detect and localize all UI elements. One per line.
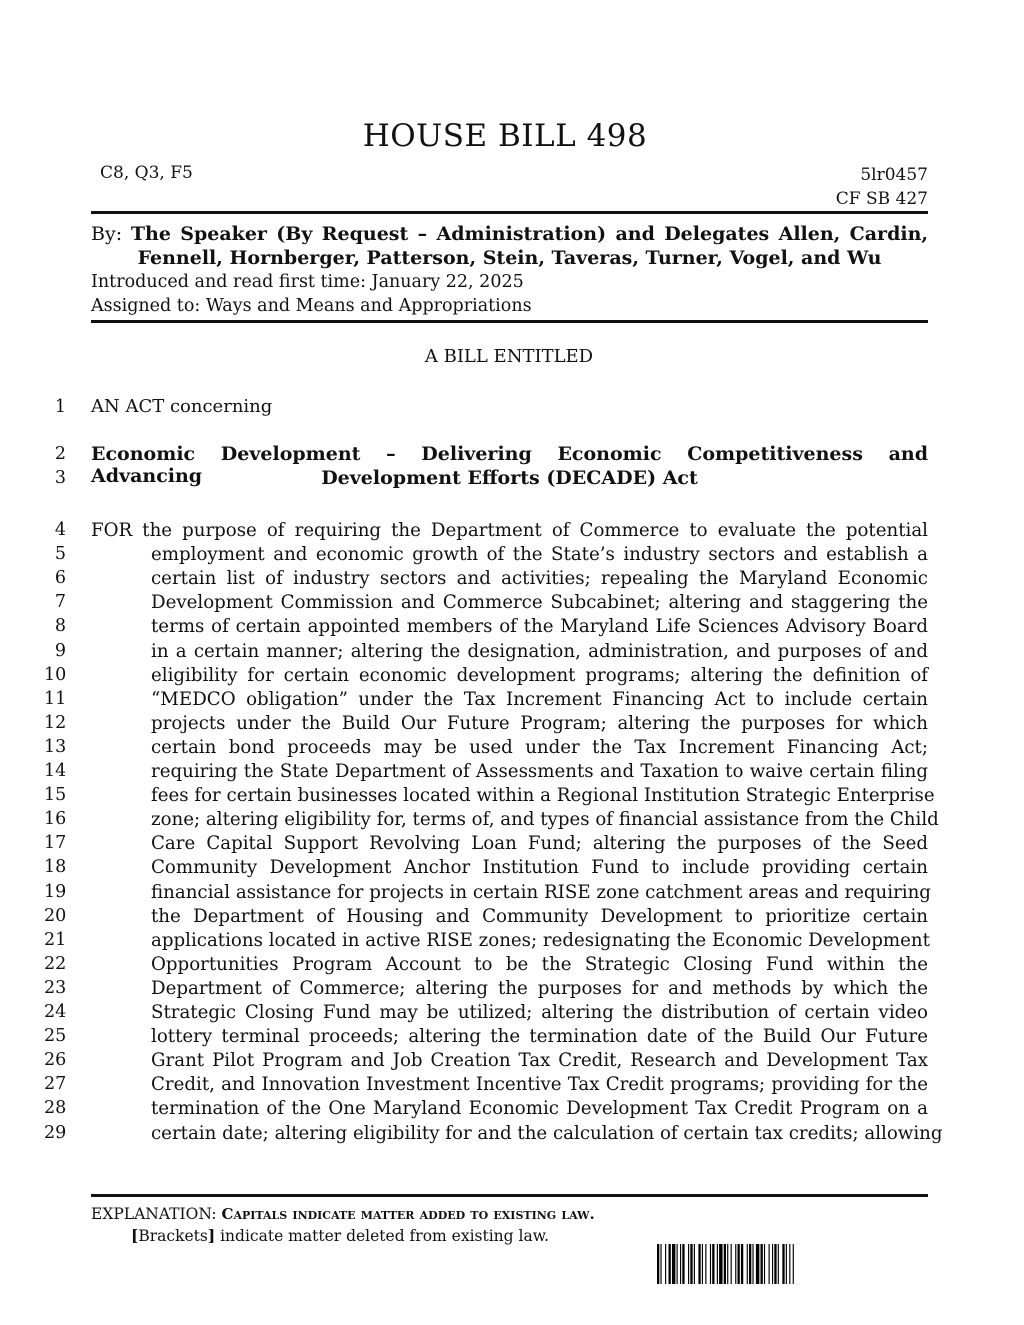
barcode-bar bbox=[747, 1244, 748, 1284]
bill-meta bbox=[91, 270, 532, 318]
barcode-bar bbox=[688, 1244, 689, 1284]
line-number: 29 bbox=[44, 1122, 67, 1143]
barcode-bar bbox=[761, 1244, 763, 1284]
barcode-bar bbox=[727, 1244, 728, 1284]
footer-divider bbox=[91, 1194, 928, 1197]
line-number: 11 bbox=[44, 688, 67, 709]
purpose-line: Credit, and Innovation Investment Incentive Tax Credit programs; providing for the bbox=[151, 1074, 928, 1096]
barcode-bar bbox=[660, 1244, 661, 1284]
purpose-line: termination of the One Maryland Economic Development Tax Credit Program on a bbox=[151, 1098, 928, 1120]
barcode-bar bbox=[698, 1244, 700, 1284]
purpose-line: Care Capital Support Revolving Loan Fund; altering the purposes of the Seed bbox=[151, 833, 928, 855]
line-number: 25 bbox=[44, 1026, 67, 1047]
barcode-bar bbox=[741, 1244, 743, 1284]
barcode-bar bbox=[774, 1244, 776, 1284]
barcode-bar bbox=[694, 1244, 695, 1284]
purpose-line: Opportunities Program Account to be the Strategic Closing Fund within the bbox=[151, 953, 928, 975]
barcode-bar bbox=[772, 1244, 773, 1284]
line-number: 18 bbox=[44, 857, 67, 878]
line-number: 28 bbox=[44, 1098, 67, 1119]
line-number: 26 bbox=[44, 1050, 67, 1071]
purpose-line: Grant Pilot Program and Job Creation Tax Credit, Research and Development Tax bbox=[151, 1050, 928, 1072]
purpose-line: employment and economic growth of the State’s industry sectors and establish a bbox=[151, 544, 928, 566]
barcode-bar bbox=[786, 1244, 787, 1284]
line-number: 22 bbox=[44, 953, 67, 974]
barcode-bar bbox=[756, 1244, 759, 1284]
barcode-bar bbox=[724, 1244, 726, 1284]
subject-codes: C8, Q3, F5 bbox=[100, 163, 193, 183]
line-number: 6 bbox=[54, 568, 66, 589]
explanation-caps: Capitals indicate matter added to existing law. bbox=[221, 1205, 595, 1223]
barcode-bar bbox=[665, 1244, 666, 1284]
barcode-bar bbox=[690, 1244, 692, 1284]
barcode-bar bbox=[731, 1244, 732, 1284]
barcode-bar bbox=[682, 1244, 684, 1284]
line-number: 2 bbox=[54, 444, 66, 464]
barcode-bar bbox=[764, 1244, 765, 1284]
purpose-line: applications located in active RISE zones; redesignating the Economic Development bbox=[151, 929, 930, 951]
barcode-bar bbox=[778, 1244, 779, 1284]
purpose-line: financial assistance for projects in certain RISE zone catchment areas and requiring bbox=[151, 881, 931, 903]
purpose-line: Development Commission and Commerce Subcabinet; altering and staggering the bbox=[151, 592, 928, 614]
purpose-line: fees for certain businesses located within a Regional Institution Strategic Enterprise bbox=[151, 785, 935, 807]
bill-title-line-2: Development Efforts (DECADE) Act bbox=[321, 467, 698, 489]
purpose-line: certain date; altering eligibility for and the calculation of certain tax credits; allowing bbox=[151, 1122, 943, 1144]
bill-id: 5lr0457 bbox=[860, 165, 928, 185]
introduced-line: Introduced and read first time: January 22, 2025 bbox=[91, 272, 524, 292]
assigned-line: Assigned to: Ways and Means and Appropriations bbox=[91, 296, 532, 316]
purpose-line: Community Development Anchor Institution Fund to include providing certain bbox=[151, 857, 928, 879]
sponsors-block bbox=[91, 222, 928, 270]
line-number: 16 bbox=[44, 809, 67, 830]
bill-title-heading: HOUSE BILL 498 bbox=[362, 118, 648, 154]
purpose-line: terms of certain appointed members of the Maryland Life Sciences Advisory Board bbox=[151, 616, 928, 638]
meta-divider bbox=[91, 320, 928, 323]
barcode-bar bbox=[749, 1244, 751, 1284]
line-number: 8 bbox=[54, 616, 66, 637]
bracket-text: indicate matter deleted from existing law. bbox=[215, 1227, 550, 1245]
barcode-bar bbox=[710, 1244, 711, 1284]
line-number: 1 bbox=[54, 397, 66, 417]
barcode-bar bbox=[702, 1244, 703, 1284]
bracket-open: [ bbox=[131, 1226, 139, 1245]
barcode-bar bbox=[719, 1244, 722, 1284]
purpose-line: zone; altering eligibility for, terms of, and types of financial assistance from the Child bbox=[151, 809, 939, 831]
purpose-line: projects under the Build Our Future Program; altering the purposes for which bbox=[151, 712, 928, 734]
line-number: 3 bbox=[54, 468, 66, 488]
barcode-bar bbox=[769, 1244, 770, 1284]
purpose-line: Department of Commerce; altering the purposes for and methods by which the bbox=[151, 977, 928, 999]
line-number: 21 bbox=[44, 929, 67, 950]
brackets-line bbox=[131, 1226, 549, 1245]
purpose-line: in a certain manner; altering the designation, administration, and purposes of and bbox=[151, 640, 928, 662]
barcode-bar bbox=[735, 1244, 736, 1284]
barcode-bar bbox=[712, 1244, 714, 1284]
barcode-bar bbox=[738, 1244, 740, 1284]
barcode-bar bbox=[717, 1244, 718, 1284]
purpose-line: certain bond proceeds may be used under the Tax Increment Financing Act; bbox=[151, 736, 928, 758]
purpose-line: Strategic Closing Fund may be utilized; altering the distribution of certain video bbox=[151, 1002, 928, 1023]
line-number: 9 bbox=[54, 640, 66, 661]
barcode-bar bbox=[789, 1244, 790, 1284]
bill-entitled: A BILL ENTITLED bbox=[424, 346, 594, 367]
bill-identifiers bbox=[836, 163, 928, 211]
act-concerning: AN ACT concerning bbox=[91, 396, 273, 417]
line-number: 19 bbox=[44, 881, 67, 902]
sponsors-line-2: Fennell, Hornberger, Patterson, Stein, Taveras, Turner, Vogel, and Wu bbox=[137, 247, 882, 269]
line-number: 13 bbox=[44, 736, 67, 757]
purpose-line: the Department of Housing and Community Development to prioritize certain bbox=[151, 905, 928, 927]
line-number: 4 bbox=[54, 520, 66, 540]
barcode-bar bbox=[669, 1244, 671, 1284]
barcode-bar bbox=[782, 1244, 784, 1284]
purpose-line: requiring the State Department of Assessments and Taxation to waive certain filing bbox=[151, 761, 928, 782]
barcode-bar bbox=[793, 1244, 794, 1284]
purpose-line: “MEDCO obligation” under the Tax Increment Financing Act to include certain bbox=[151, 688, 928, 710]
purpose-line: eligibility for certain economic development programs; altering the definition of bbox=[151, 664, 928, 686]
line-number: 12 bbox=[44, 712, 67, 733]
header-divider bbox=[91, 211, 928, 214]
bracket-close: ] bbox=[207, 1226, 216, 1245]
purpose-line: FOR the purpose of requiring the Department of Commerce to evaluate the potential bbox=[91, 520, 928, 541]
barcode-bar bbox=[677, 1244, 678, 1284]
barcode-bar bbox=[705, 1244, 706, 1284]
explanation-label: EXPLANATION: bbox=[91, 1205, 217, 1223]
bracket-word: Brackets bbox=[138, 1227, 208, 1245]
barcode-icon bbox=[657, 1244, 905, 1284]
line-number: 20 bbox=[44, 905, 67, 926]
line-number: 10 bbox=[44, 664, 67, 685]
line-number: 14 bbox=[44, 761, 67, 781]
sponsors-line-1 bbox=[91, 222, 928, 246]
line-number: 15 bbox=[44, 785, 67, 806]
barcode-bar bbox=[672, 1244, 675, 1284]
purpose-line: certain list of industry sectors and activities; repealing the Maryland Economic bbox=[151, 568, 928, 590]
line-number: 23 bbox=[44, 977, 67, 998]
line-number: 24 bbox=[44, 1002, 67, 1022]
cross-file: CF SB 427 bbox=[835, 189, 928, 209]
line-number: 27 bbox=[44, 1074, 67, 1095]
barcode-bar bbox=[752, 1244, 753, 1284]
barcode-bar bbox=[680, 1244, 681, 1284]
line-number: 5 bbox=[54, 544, 66, 565]
line-number: 17 bbox=[44, 833, 67, 854]
sponsors-names-1: The Speaker (By Request – Administration) and Delegates Allen, Cardin, bbox=[130, 223, 928, 245]
purpose-line: lottery terminal proceeds; altering the termination date of the Build Our Future bbox=[151, 1026, 928, 1048]
barcode-bar bbox=[657, 1244, 659, 1284]
by-label: By: bbox=[91, 223, 123, 245]
explanation-line bbox=[91, 1205, 595, 1223]
line-number: 7 bbox=[54, 592, 66, 613]
bill-title-line-1: Economic Development – Delivering Economic Competitiveness and Advancing bbox=[91, 443, 928, 487]
